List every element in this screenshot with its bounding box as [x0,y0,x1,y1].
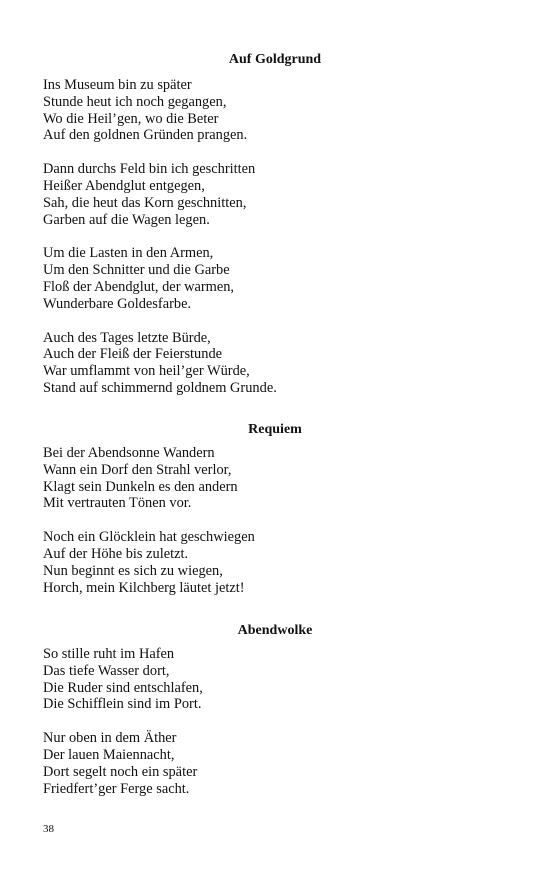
verse-line: Auf der Höhe bis zuletzt. [43,545,189,562]
verse-line: Dann durchs Feld bin ich geschritten [43,161,256,178]
verse-line: Wunderbare Goldesfarbe. [43,295,192,312]
verse-line: Dort segelt noch ein später [43,763,198,780]
verse-line: Die Schifflein sind im Port. [43,696,202,713]
verse-line: Floß der Abendglut, der warmen, [43,278,235,295]
verse-line: Horch, mein Kilchberg läutet jetzt! [43,579,245,596]
verse-line: Wo die Heil’gen, wo die Beter [43,110,219,127]
stanza [43,646,483,713]
verse-line: War umflammt von heil’ger Würde, [43,363,250,380]
verse-line: Der lauen Maiennacht, [43,746,175,763]
verse-line: Um den Schnitter und die Garbe [43,262,230,279]
verse-line: Klagt sein Dunkeln es den andern [43,478,238,495]
poem-body [43,445,483,613]
verse-line: Das tiefe Wasser dort, [43,662,170,679]
poem-title: Requiem [248,422,302,437]
stanza [43,330,483,397]
verse-line: Heißer Abendglut entgegen, [43,177,205,194]
verse-line: Auch des Tages letzte Bürde, [43,329,211,346]
stanza [43,77,483,144]
verse-line: Auch der Fleiß der Feierstunde [43,346,223,363]
poem-body [43,77,483,414]
verse-line: Nur oben in dem Äther [43,730,177,747]
stanza [43,730,483,797]
verse-line: Friedfert’ger Ferge sacht. [43,780,190,797]
verse-line: Stunde heut ich noch gegangen, [43,93,227,110]
verse-line: Ins Museum bin zu später [43,77,192,93]
stanza [43,445,483,512]
verse-line: Bei der Abendsonne Wandern [43,445,215,461]
verse-line: Um die Lasten in den Armen, [43,245,214,262]
poem-body [43,646,483,814]
verse-line: So stille ruht im Hafen [43,646,175,662]
stanza [43,529,483,596]
verse-line: Nun beginnt es sich zu wiegen, [43,562,223,579]
stanza [43,245,483,312]
poem-title: Abendwolke [237,623,313,638]
verse-line: Auf den goldnen Gründen prangen. [43,127,248,144]
poem-title: Auf Goldgrund [228,52,322,67]
verse-line: Stand auf schimmernd goldnem Grunde. [43,379,277,396]
verse-line: Noch ein Glöcklein hat geschwiegen [43,529,255,546]
page-number: 38 [43,823,54,835]
verse-line: Garben auf die Wagen legen. [43,211,210,228]
stanza [43,161,483,228]
verse-line: Sah, die heut das Korn geschnitten, [43,194,247,211]
verse-line: Wann ein Dorf den Strahl verlor, [43,461,232,478]
verse-line: Mit vertrauten Tönen vor. [43,495,192,512]
verse-line: Die Ruder sind entschlafen, [43,679,203,696]
